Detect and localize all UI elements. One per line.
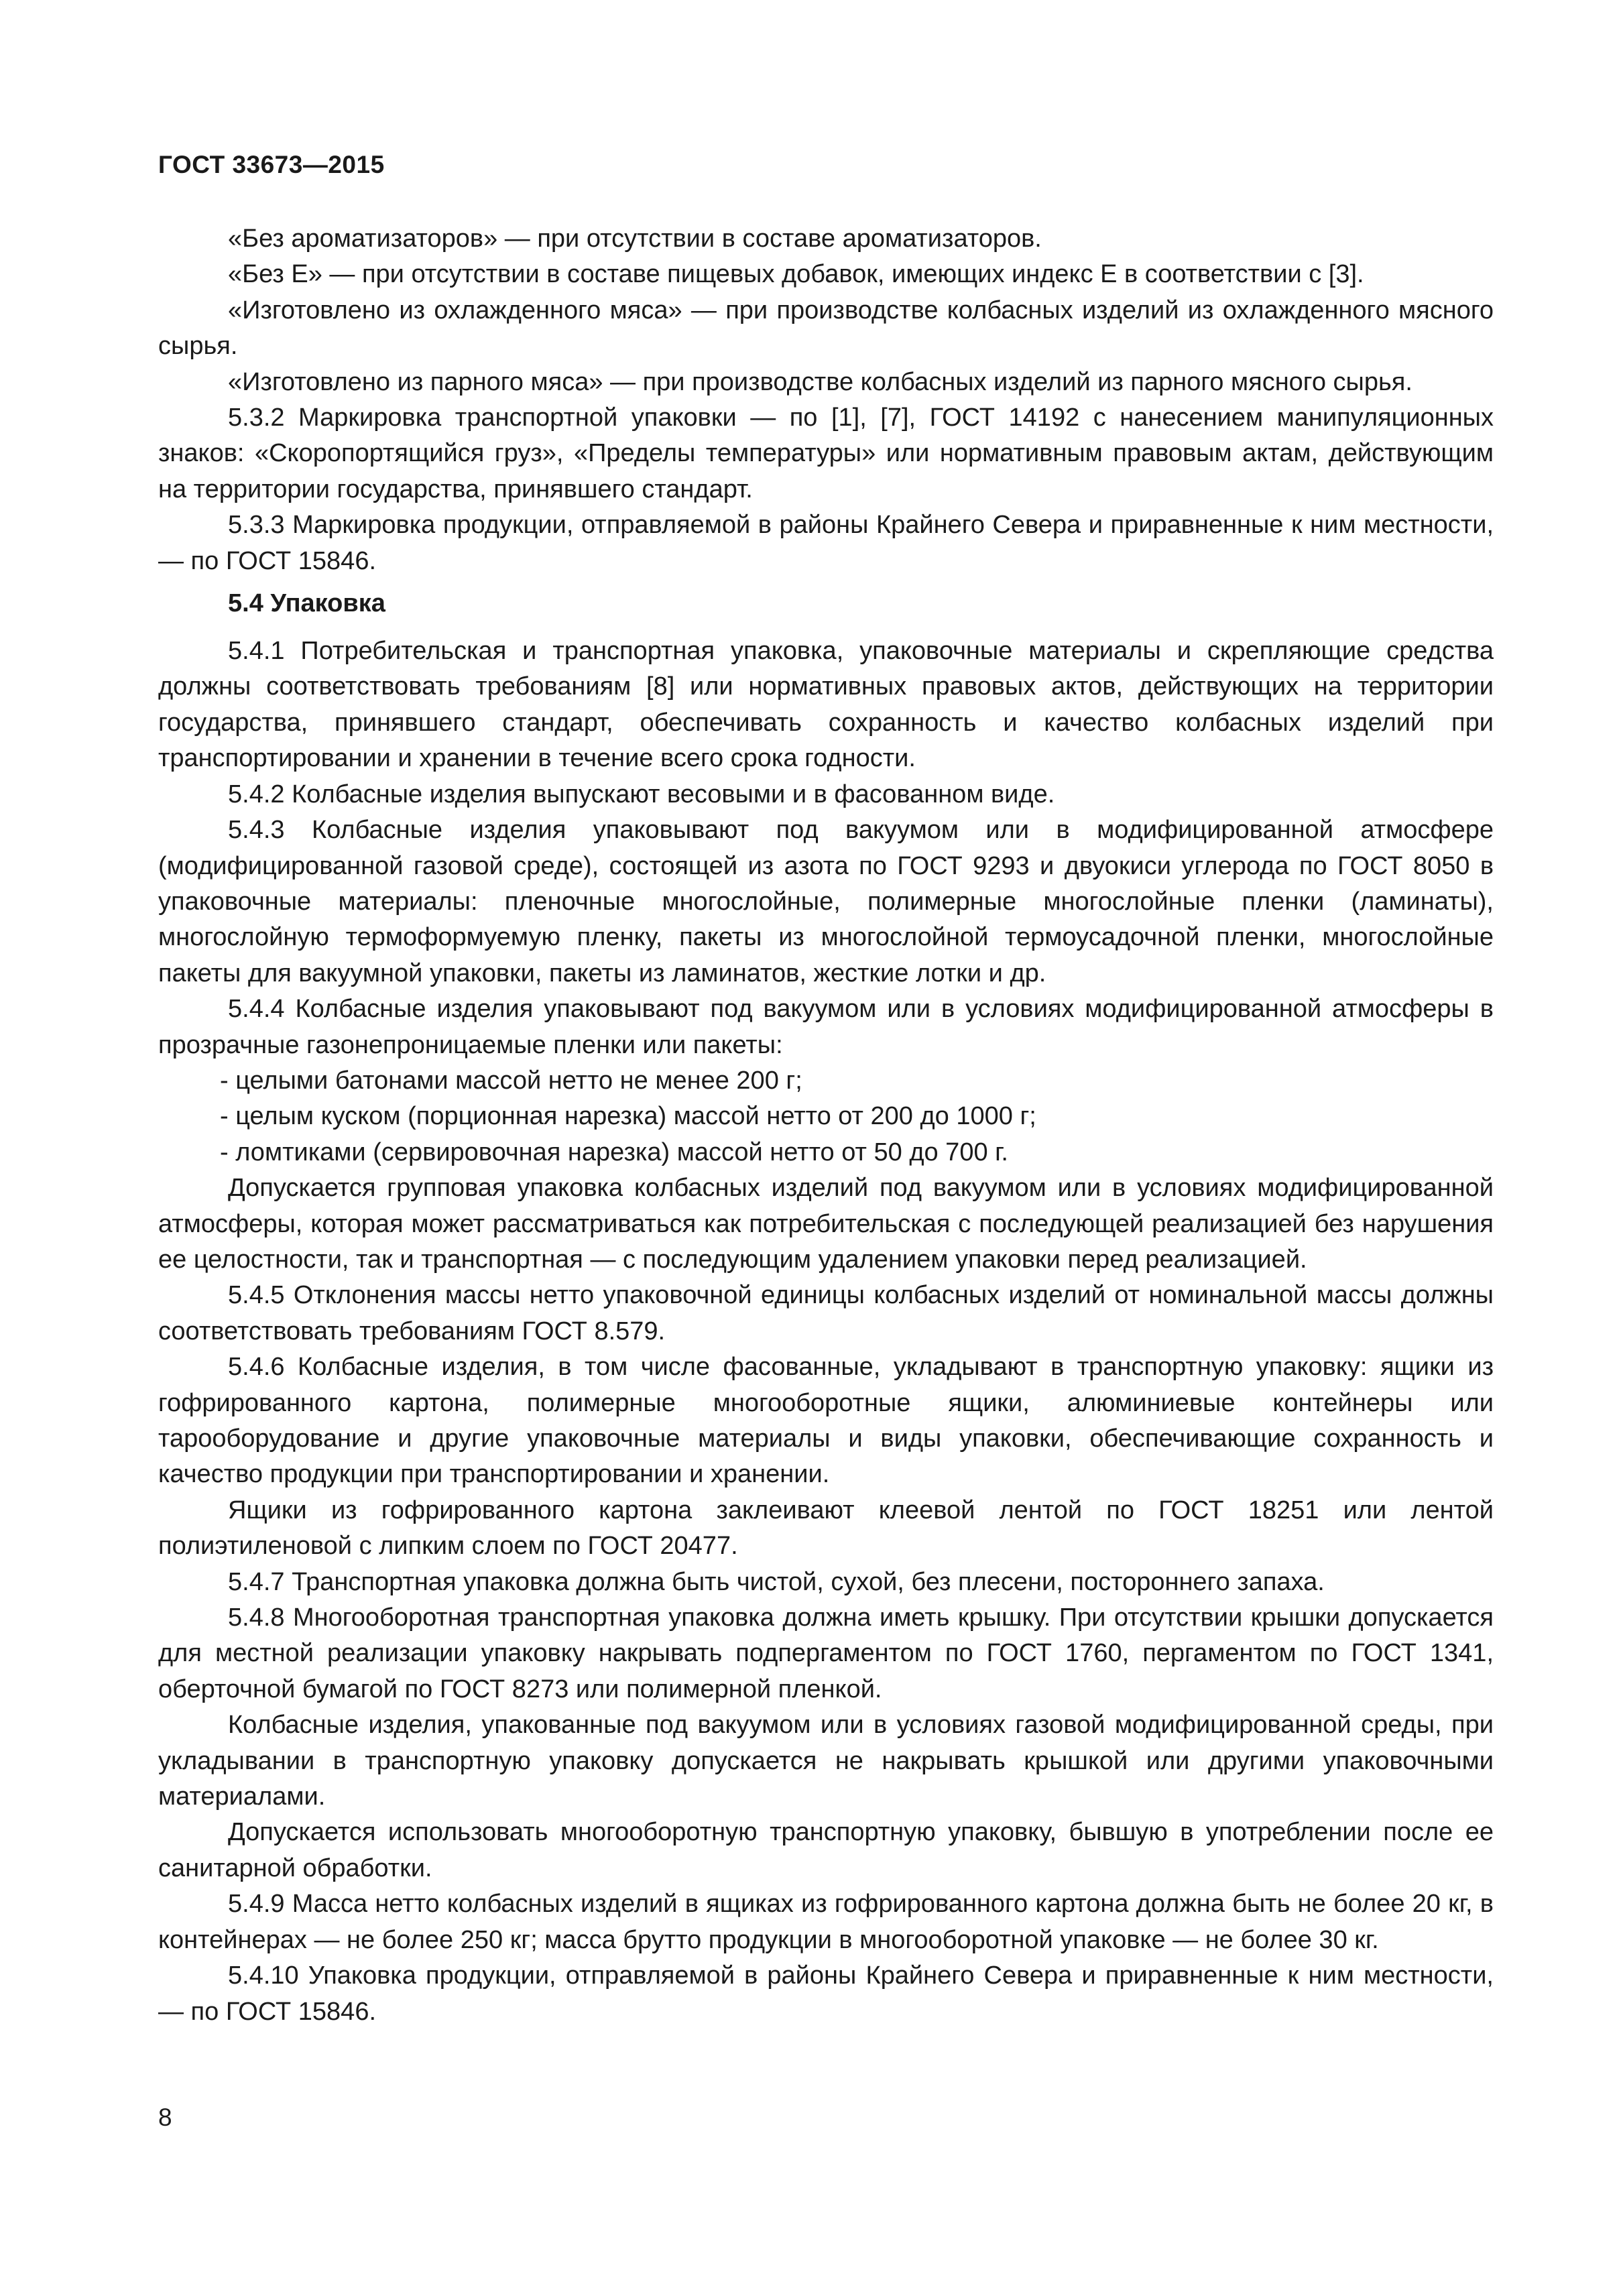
paragraph: 5.4.8 Многооборотная транспортная упаковка должна иметь крышку. При отсутствии крышки допускается для местной реализации упаковку накрывать подпергаментом по ГОСТ 1760, пергаментом по ГОСТ 1341, оберточной бумагой по ГОСТ 8273 или полимерной пленкой. [158,1604,1494,1703]
document-body [158,221,1494,2030]
list-item: - ломтиками (сервировочная нарезка) массой нетто от 50 до 700 г. [220,1138,1008,1166]
paragraph: 5.4.3 Колбасные изделия упаковывают под вакуумом или в модифицированной атмосфере (модифицированной газовой среде), состоящей из азота по ГОСТ 9293 и двуокиси углерода по ГОСТ 8050 в упаковочные материалы: пленочные многослойные, полимерные многослойные пленки (ламинаты), многослойную термоформуемую пленку, пакеты из многослойной термоусадочной пленки, многослойные пакеты для вакуумной упаковки, пакеты из ламинатов, жесткие лотки и др. [158,816,1494,987]
paragraph: «Без ароматизаторов» — при отсутствии в составе ароматизаторов. [228,225,1042,253]
paragraph: Ящики из гофрированного картона заклеивают клеевой лентой по ГОСТ 18251 или лентой полиэтиленовой с липким слоем по ГОСТ 20477. [158,1496,1494,1561]
paragraph: 5.4.2 Колбасные изделия выпускают весовыми и в фасованном виде. [228,780,1055,808]
paragraph: «Изготовлено из парного мяса» — при производстве колбасных изделий из парного мясного сырья. [228,367,1412,396]
paragraph: 5.4.9 Масса нетто колбасных изделий в ящиках из гофрированного картона должна быть не более 20 кг, в контейнерах — не более 250 кг; масса брутто продукции в многооборотной упаковке — не более 30 кг. [158,1890,1494,1954]
paragraph: Допускается групповая упаковка колбасных изделий под вакуумом или в условиях модифицированной атмосферы, которая может рассматриваться как потребительская с последующей реализацией без нарушения ее целостности, так и транспортная — с последующим удалением упаковки перед реализацией. [158,1174,1494,1274]
page-number: 8 [158,2104,172,2131]
paragraph: «Изготовлено из охлажденного мяса» — при производстве колбасных изделий из охлажденного мясного сырья. [158,296,1494,361]
paragraph: 5.4.1 Потребительская и транспортная упаковка, упаковочные материалы и скрепляющие средства должны соответствовать требованиям [8] или нормативных правовых актов, действующих на территории государства, принявшего стандарт, обеспечивать сохранность и качество колбасных изделий при транспортировании и хранении в течение всего срока годности. [158,637,1494,773]
paragraph: Колбасные изделия, упакованные под вакуумом или в условиях газовой модифицированной среды, при укладывании в транспортную упаковку допускается не накрывать крышкой или другими упаковочными материалами. [158,1711,1494,1811]
paragraph: Допускается использовать многооборотную транспортную упаковку, бывшую в употреблении после ее санитарной обработки. [158,1818,1494,1882]
paragraph: 5.4.5 Отклонения массы нетто упаковочной единицы колбасных изделий от номинальной массы должны соответствовать требованиям ГОСТ 8.579. [158,1281,1494,1345]
list-item: - целым куском (порционная нарезка) массой нетто от 200 до 1000 г; [220,1102,1036,1131]
paragraph: 5.4.6 Колбасные изделия, в том числе фасованные, укладывают в транспортную упаковку: ящики из гофрированного картона, полимерные многооборотные ящики, алюминиевые контейнеры или тарооборудование и другие упаковочные материалы и виды упаковки, обеспечивающие сохранность и качество продукции при транспортировании и хранении. [158,1353,1494,1489]
section-heading: 5.4 Упаковка [228,589,385,618]
paragraph: «Без Е» — при отсутствии в составе пищевых добавок, имеющих индекс Е в соответствии с [3]. [228,260,1364,289]
paragraph: 5.4.7 Транспортная упаковка должна быть чистой, сухой, без плесени, постороннего запаха. [228,1567,1325,1596]
list-item: - целыми батонами массой нетто не менее 200 г; [220,1066,802,1095]
paragraph: 5.3.3 Маркировка продукции, отправляемой в районы Крайнего Севера и приравненные к ним местности, — по ГОСТ 15846. [158,511,1494,575]
paragraph: 5.3.2 Маркировка транспортной упаковки — по [1], [7], ГОСТ 14192 с нанесением манипуляционных знаков: «Скоропортящийся груз», «Пределы температуры» или нормативным правовым актам, действующим на территории государства, принявшего стандарт. [158,404,1494,503]
paragraph: 5.4.4 Колбасные изделия упаковывают под вакуумом или в условиях модифицированной атмосферы в прозрачные газонепроницаемые пленки или пакеты: [158,995,1494,1059]
document-header: ГОСТ 33673—2015 [158,151,385,178]
paragraph: 5.4.10 Упаковка продукции, отправляемой в районы Крайнего Севера и приравненные к ним местности, — по ГОСТ 15846. [158,1961,1494,2026]
